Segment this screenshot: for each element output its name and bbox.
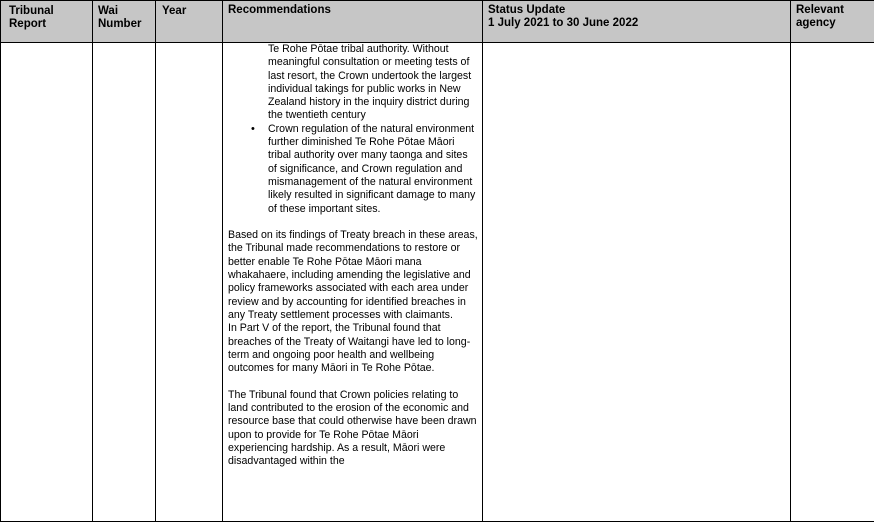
table-header-row [1, 1, 874, 43]
recommendation-bullet-continued: Te Rohe Pōtae tribal authority. Without meaningful consultation or meeting tests of last resort, the Crown undertook the largest individual takings for public works in New Zealand history in the inquiry district during the twentieth century [268, 43, 472, 122]
header-status-update-title: Status Update [488, 4, 566, 16]
cell-recommendations [223, 43, 483, 522]
table-row [1, 43, 874, 522]
cell-tribunal-report [1, 43, 93, 522]
header-tribunal-report: Tribunal Report [1, 1, 93, 43]
recommendation-paragraph-2: In Part V of the report, the Tribunal found that breaches of the Treaty of Waitangi have led to long-term and ongoing poor health and wellbeing outcomes for many Māori in Te Rohe Pōtae. [228, 322, 471, 375]
header-status-update-period: 1 July 2021 to 30 June 2022 [488, 17, 639, 29]
header-recommendations: Recommendations [223, 1, 483, 43]
header-wai-number: Wai Number [93, 1, 156, 43]
cell-year [156, 43, 223, 522]
paragraph-spacer [228, 375, 478, 388]
bullet-icon: • [251, 122, 255, 135]
header-status-update [483, 1, 791, 43]
cell-status-update [483, 43, 791, 522]
recommendation-paragraph-3: The Tribunal found that Crown policies relating to land contributed to the erosion of the economic and resource base that could otherwise have been drawn upon to provide for Te Rohe Pōtae Māori experiencing hardship. As a result, Māori were disadvantaged within the [228, 388, 477, 468]
header-year: Year [156, 1, 223, 43]
header-relevant-agency: Relevant agency [791, 1, 874, 43]
recommendation-paragraph-1: Based on its findings of Treaty breach in these areas, the Tribunal made recommendations to restore or better enable Te Rohe Pōtae Māori mana whakahaere, including amending the legislative and policy frameworks associated with each area under review and by accounting for identified breaches in any Treaty settlement processes with claimants. [228, 229, 478, 321]
recommendation-bullet-text: Crown regulation of the natural environment further diminished Te Rohe Pōtae Māori tribal authority over many taonga and sites of significance, and Crown regulation and mismanagement of the natural environment likely resulted in significant damage to many of these important sites. [268, 122, 476, 215]
recommendation-bullet [228, 123, 478, 216]
paragraph-spacer [228, 216, 478, 229]
cell-wai-number [93, 43, 156, 522]
cell-relevant-agency [791, 43, 874, 522]
